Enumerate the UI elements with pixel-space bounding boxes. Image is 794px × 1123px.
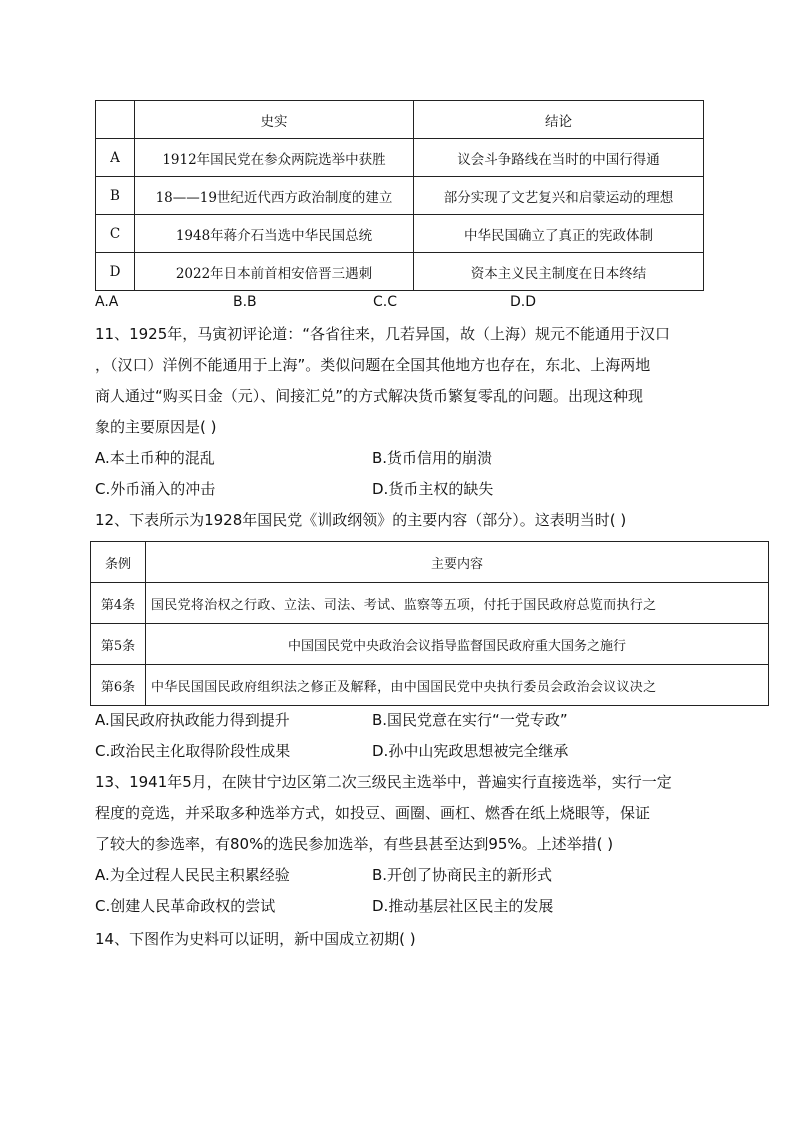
q11-line: ，（汉口）洋例不能通用于上海”。类似问题在全国其他地方也存在，东北、上海两地 (95, 356, 651, 374)
table-row (96, 177, 704, 215)
fact-cell: 1948年蒋介石当选中华民国总统 (135, 215, 414, 253)
option-a[interactable]: A.A (95, 294, 119, 310)
q12-option-d[interactable]: D.孙中山宪政思想被完全继承 (372, 742, 569, 760)
q12-option-c[interactable]: C.政治民主化取得阶段性成果 (95, 742, 291, 760)
table-row (96, 139, 704, 177)
conclusion-cell: 资本主义民主制度在日本终结 (414, 253, 704, 291)
option-b[interactable]: B.B (233, 294, 257, 310)
conclusion-cell: 中华民国确立了真正的宪政体制 (414, 215, 704, 253)
tutelage-outline-table (90, 541, 769, 706)
table-row (91, 665, 769, 706)
table-header-cell: 条例 (91, 542, 146, 583)
row-letter: D (96, 253, 135, 291)
q11-option-b[interactable]: B.货币信用的崩溃 (372, 449, 493, 467)
table-header-cell: 结论 (414, 101, 704, 139)
fact-cell: 2022年日本前首相安倍晋三遇刺 (135, 253, 414, 291)
q11-line: 商人通过“购买日金（元）、间接汇兑”的方式解决货币繁复零乱的问题。出现这种现 (95, 387, 644, 405)
table-row (91, 624, 769, 665)
table-row (96, 215, 704, 253)
option-d[interactable]: D.D (510, 294, 537, 310)
row-letter: A (96, 139, 135, 177)
q13-option-c[interactable]: C.创建人民革命政权的尝试 (95, 897, 276, 915)
article-number: 第6条 (91, 665, 146, 706)
q11-option-a[interactable]: A.本土币种的混乱 (95, 449, 215, 467)
table-row (96, 253, 704, 291)
article-content: 国民党将治权之行政、立法、司法、考试、监察等五项，付托于国民政府总览而执行之 (146, 583, 769, 624)
table-header-row (96, 101, 704, 139)
q12-stem: 12、下表所示为1928年国民党《训政纲领》的主要内容（部分）。这表明当时( ) (95, 511, 627, 529)
conclusion-cell: 部分实现了文艺复兴和启蒙运动的理想 (414, 177, 704, 215)
q12-option-b[interactable]: B.国民党意在实行“一党专政” (372, 711, 568, 729)
q13-line: 13、1941年5月，在陕甘宁边区第二次三级民主选举中，普遍实行直接选举，实行一定 (95, 773, 672, 791)
q13-option-a[interactable]: A.为全过程人民民主积累经验 (95, 866, 290, 884)
article-content: 中华民国国民政府组织法之修正及解释，由中国国民党中央执行委员会政治会议议决之 (146, 665, 769, 706)
q13-option-b[interactable]: B.开创了协商民主的新形式 (372, 866, 553, 884)
fact-cell: 18——19世纪近代西方政治制度的建立 (135, 177, 414, 215)
table-header-cell: 主要内容 (146, 542, 769, 583)
table-header-cell (96, 101, 135, 139)
q13-line: 程度的竞选，并采取多种选举方式，如投豆、画圈、画杠、燃香在纸上烧眼等，保证 (95, 804, 651, 822)
q13-option-d[interactable]: D.推动基层社区民主的发展 (372, 897, 554, 915)
fact-cell: 1912年国民党在参众两院选举中获胜 (135, 139, 414, 177)
q11-line: 象的主要原因是( ) (95, 418, 217, 436)
q11-option-d[interactable]: D.货币主权的缺失 (372, 480, 494, 498)
table-row (91, 583, 769, 624)
option-c[interactable]: C.C (373, 294, 398, 310)
q11-line: 11、1925年，马寅初评论道：“各省往来，几若异国，故（上海）规元不能通用于汉口 (95, 325, 671, 343)
article-number: 第5条 (91, 624, 146, 665)
article-content: 中国国民党中央政治会议指导监督国民政府重大国务之施行 (146, 624, 769, 665)
q12-option-a[interactable]: A.国民政府执政能力得到提升 (95, 711, 290, 729)
q13-line: 了较大的参选率，有80%的选民参加选举，有些县甚至达到95%。上述举措( ) (95, 835, 614, 853)
q14-stem: 14、下图作为史料可以证明，新中国成立初期( ) (95, 930, 416, 948)
row-letter: C (96, 215, 135, 253)
conclusion-cell: 议会斗争路线在当时的中国行得通 (414, 139, 704, 177)
table-header-row (91, 542, 769, 583)
row-letter: B (96, 177, 135, 215)
article-number: 第4条 (91, 583, 146, 624)
q11-option-c[interactable]: C.外币涌入的冲击 (95, 480, 216, 498)
table-header-cell: 史实 (135, 101, 414, 139)
history-facts-table (95, 100, 704, 291)
